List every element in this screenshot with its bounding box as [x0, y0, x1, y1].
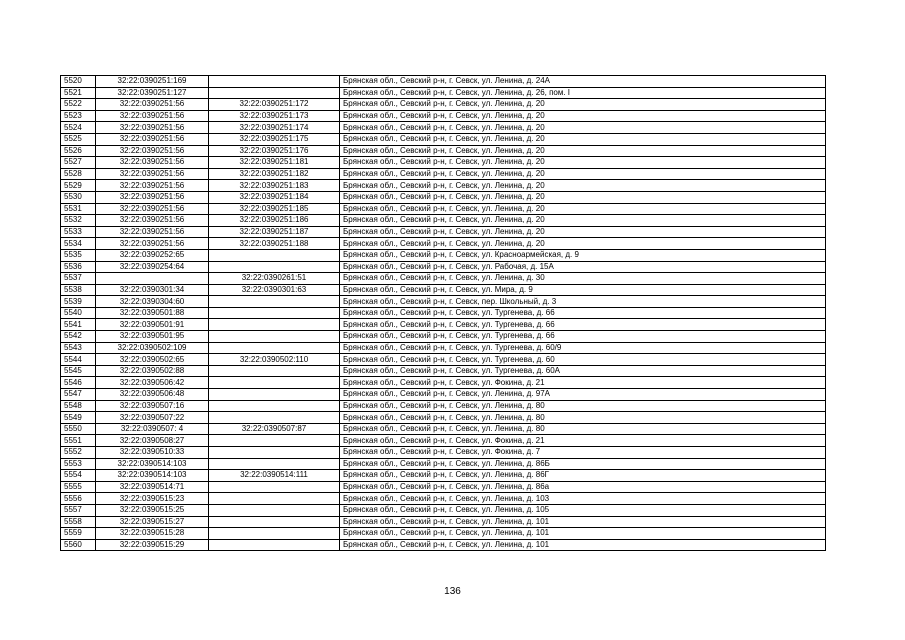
row-number: 5540	[61, 307, 96, 319]
cadastral-number-2	[209, 435, 340, 447]
cadastral-number-2: 32:22:0390514:111	[209, 470, 340, 482]
cadastral-number-2	[209, 261, 340, 273]
cadastral-number: 32:22:0390514:103	[96, 470, 209, 482]
cadastral-number: 32:22:0390515:23	[96, 493, 209, 505]
cadastral-number: 32:22:0390251:56	[96, 110, 209, 122]
cadastral-number: 32:22:0390515:28	[96, 528, 209, 540]
row-number: 5559	[61, 528, 96, 540]
row-number: 5525	[61, 133, 96, 145]
cadastral-number: 32:22:0390304:60	[96, 296, 209, 308]
row-number: 5545	[61, 365, 96, 377]
table-row	[61, 273, 826, 285]
cadastral-number-2	[209, 516, 340, 528]
table-row	[61, 180, 826, 192]
cadastral-number-2	[209, 458, 340, 470]
row-number: 5552	[61, 447, 96, 459]
row-number: 5523	[61, 110, 96, 122]
cadastral-number-2: 32:22:0390251:176	[209, 145, 340, 157]
address: Брянская обл., Севский р-н, г. Севск, ул. Фокина, д. 21	[340, 435, 826, 447]
row-number: 5521	[61, 87, 96, 99]
row-number: 5530	[61, 191, 96, 203]
cadastral-number-2: 32:22:0390251:181	[209, 157, 340, 169]
table-row	[61, 191, 826, 203]
address: Брянская обл., Севский р-н, г. Севск, ул. Ленина, д. 20	[340, 238, 826, 250]
table-row	[61, 458, 826, 470]
cadastral-number-2	[209, 307, 340, 319]
cadastral-number: 32:22:0390507: 4	[96, 423, 209, 435]
table-row	[61, 168, 826, 180]
row-number: 5522	[61, 99, 96, 111]
table-row	[61, 331, 826, 343]
address: Брянская обл., Севский р-н, г. Севск, ул. Ленина, д. 97А	[340, 389, 826, 401]
row-number: 5555	[61, 481, 96, 493]
row-number: 5548	[61, 400, 96, 412]
row-number: 5549	[61, 412, 96, 424]
cadastral-number: 32:22:0390251:56	[96, 238, 209, 250]
cadastral-number: 32:22:0390251:127	[96, 87, 209, 99]
table-row	[61, 377, 826, 389]
table-row	[61, 203, 826, 215]
cadastral-number: 32:22:0390507:16	[96, 400, 209, 412]
address: Брянская обл., Севский р-н, г. Севск, ул. Ленина, д. 30	[340, 273, 826, 285]
cadastral-number-2	[209, 528, 340, 540]
cadastral-number-2	[209, 342, 340, 354]
address: Брянская обл., Севский р-н, г. Севск, ул. Ленина, д. 20	[340, 110, 826, 122]
table-row	[61, 528, 826, 540]
address: Брянская обл., Севский р-н, г. Севск, ул. Ленина, д. 101	[340, 539, 826, 551]
address: Брянская обл., Севский р-н, г. Севск, ул. Ленина, д. 20	[340, 122, 826, 134]
table-row	[61, 296, 826, 308]
table-row	[61, 110, 826, 122]
row-number: 5524	[61, 122, 96, 134]
row-number: 5543	[61, 342, 96, 354]
row-number: 5541	[61, 319, 96, 331]
cadastral-number: 32:22:0390251:56	[96, 215, 209, 227]
cadastral-number-2	[209, 447, 340, 459]
address: Брянская обл., Севский р-н, г. Севск, ул. Ленина, д. 80	[340, 412, 826, 424]
row-number: 5560	[61, 539, 96, 551]
row-number: 5520	[61, 76, 96, 88]
address: Брянская обл., Севский р-н, г. Севск, ул. Ленина, д. 24А	[340, 76, 826, 88]
cadastral-number: 32:22:0390501:88	[96, 307, 209, 319]
table-row	[61, 400, 826, 412]
table-row	[61, 319, 826, 331]
cadastral-number-2	[209, 400, 340, 412]
row-number: 5531	[61, 203, 96, 215]
row-number: 5536	[61, 261, 96, 273]
address: Брянская обл., Севский р-н, г. Севск, ул. Ленина, д. 26, пом. I	[340, 87, 826, 99]
cadastral-number: 32:22:0390501:91	[96, 319, 209, 331]
table-row	[61, 435, 826, 447]
row-number: 5547	[61, 389, 96, 401]
cadastral-number: 32:22:0390506:48	[96, 389, 209, 401]
cadastral-number-2	[209, 365, 340, 377]
table-row	[61, 516, 826, 528]
address: Брянская обл., Севский р-н, г. Севск, ул. Ленина, д. 20	[340, 99, 826, 111]
cadastral-number-2: 32:22:0390251:174	[209, 122, 340, 134]
cadastral-number: 32:22:0390251:56	[96, 180, 209, 192]
row-number: 5544	[61, 354, 96, 366]
cadastral-number: 32:22:0390251:56	[96, 157, 209, 169]
cadastral-number-2	[209, 249, 340, 261]
cadastral-number-2	[209, 493, 340, 505]
cadastral-number-2: 32:22:0390251:185	[209, 203, 340, 215]
table-row	[61, 539, 826, 551]
cadastral-number-2: 32:22:0390251:184	[209, 191, 340, 203]
table-row	[61, 307, 826, 319]
cadastral-number-2	[209, 504, 340, 516]
row-number: 5539	[61, 296, 96, 308]
table-row	[61, 470, 826, 482]
address: Брянская обл., Севский р-н, г. Севск, ул. Ленина, д. 20	[340, 157, 826, 169]
row-number: 5558	[61, 516, 96, 528]
cadastral-number: 32:22:0390251:56	[96, 226, 209, 238]
table-row	[61, 157, 826, 169]
table-row	[61, 354, 826, 366]
cadastral-number: 32:22:0390508:27	[96, 435, 209, 447]
cadastral-number-2	[209, 87, 340, 99]
cadastral-number-2: 32:22:0390507:87	[209, 423, 340, 435]
table-row	[61, 365, 826, 377]
address: Брянская обл., Севский р-н, г. Севск, ул. Рабочая, д. 15А	[340, 261, 826, 273]
table-row	[61, 423, 826, 435]
cadastral-number-2: 32:22:0390251:175	[209, 133, 340, 145]
address: Брянская обл., Севский р-н, г. Севск, ул. Тургенева, д. 66	[340, 307, 826, 319]
table-row	[61, 284, 826, 296]
row-number: 5535	[61, 249, 96, 261]
registry-table-body	[61, 76, 826, 551]
row-number: 5527	[61, 157, 96, 169]
cadastral-number: 32:22:0390502:65	[96, 354, 209, 366]
cadastral-number: 32:22:0390301:34	[96, 284, 209, 296]
address: Брянская обл., Севский р-н, г. Севск, ул. Ленина, д. 86Б	[340, 458, 826, 470]
table-row	[61, 249, 826, 261]
cadastral-number: 32:22:0390251:56	[96, 99, 209, 111]
address: Брянская обл., Севский р-н, г. Севск, ул. Тургенева, д. 66	[340, 331, 826, 343]
address: Брянская обл., Севский р-н, г. Севск, ул. Тургенева, д. 60А	[340, 365, 826, 377]
address: Брянская обл., Севский р-н, г. Севск, ул. Ленина, д. 20	[340, 168, 826, 180]
table-row	[61, 481, 826, 493]
cadastral-number-2: 32:22:0390261:51	[209, 273, 340, 285]
row-number: 5557	[61, 504, 96, 516]
table-row	[61, 342, 826, 354]
cadastral-number-2: 32:22:0390251:182	[209, 168, 340, 180]
cadastral-number: 32:22:0390252:65	[96, 249, 209, 261]
cadastral-number-2	[209, 389, 340, 401]
cadastral-number: 32:22:0390254:64	[96, 261, 209, 273]
cadastral-number: 32:22:0390251:56	[96, 145, 209, 157]
cadastral-number-2	[209, 76, 340, 88]
table-row	[61, 122, 826, 134]
table-row	[61, 504, 826, 516]
address: Брянская обл., Севский р-н, г. Севск, ул. Ленина, д. 86а	[340, 481, 826, 493]
address: Брянская обл., Севский р-н, г. Севск, ул. Ленина, д. 20	[340, 215, 826, 227]
address: Брянская обл., Севский р-н, г. Севск, ул. Ленина, д. 20	[340, 191, 826, 203]
row-number: 5551	[61, 435, 96, 447]
cadastral-number-2: 32:22:0390251:188	[209, 238, 340, 250]
address: Брянская обл., Севский р-н, г. Севск, ул. Ленина, д. 20	[340, 145, 826, 157]
row-number: 5550	[61, 423, 96, 435]
table-row	[61, 145, 826, 157]
cadastral-number: 32:22:0390251:56	[96, 191, 209, 203]
cadastral-number: 32:22:0390251:56	[96, 203, 209, 215]
row-number: 5554	[61, 470, 96, 482]
table-row	[61, 87, 826, 99]
cadastral-number: 32:22:0390251:56	[96, 168, 209, 180]
address: Брянская обл., Севский р-н, г. Севск, ул. Мира, д. 9	[340, 284, 826, 296]
cadastral-number-2: 32:22:0390251:173	[209, 110, 340, 122]
row-number: 5553	[61, 458, 96, 470]
cadastral-number-2	[209, 539, 340, 551]
table-row	[61, 215, 826, 227]
address: Брянская обл., Севский р-н, г. Севск, ул. Ленина, д. 20	[340, 226, 826, 238]
row-number: 5533	[61, 226, 96, 238]
address: Брянская обл., Севский р-н, г. Севск, ул. Ленина, д. 103	[340, 493, 826, 505]
cadastral-number-2	[209, 319, 340, 331]
address: Брянская обл., Севский р-н, г. Севск, ул. Ленина, д. 20	[340, 133, 826, 145]
address: Брянская обл., Севский р-н, г. Севск, ул. Ленина, д. 80	[340, 400, 826, 412]
cadastral-number: 32:22:0390501:95	[96, 331, 209, 343]
row-number: 5546	[61, 377, 96, 389]
cadastral-number-2: 32:22:0390251:183	[209, 180, 340, 192]
table-row	[61, 76, 826, 88]
address: Брянская обл., Севский р-н, г. Севск, ул. Тургенева, д. 60	[340, 354, 826, 366]
row-number: 5542	[61, 331, 96, 343]
address: Брянская обл., Севский р-н, г. Севск, ул. Ленина, д. 105	[340, 504, 826, 516]
table-row	[61, 261, 826, 273]
registry-table	[60, 75, 826, 551]
cadastral-number: 32:22:0390515:25	[96, 504, 209, 516]
address: Брянская обл., Севский р-н, г. Севск, ул. Ленина, д. 20	[340, 180, 826, 192]
cadastral-number: 32:22:0390502:88	[96, 365, 209, 377]
table-row	[61, 99, 826, 111]
table-row	[61, 447, 826, 459]
address: Брянская обл., Севский р-н, г. Севск, ул. Фокина, д. 7	[340, 447, 826, 459]
cadastral-number: 32:22:0390515:29	[96, 539, 209, 551]
address: Брянская обл., Севский р-н, г. Севск, ул. Ленина, д. 101	[340, 528, 826, 540]
table-row	[61, 389, 826, 401]
cadastral-number: 32:22:0390251:169	[96, 76, 209, 88]
cadastral-number: 32:22:0390515:27	[96, 516, 209, 528]
address: Брянская обл., Севский р-н, г. Севск, ул. Ленина, д. 20	[340, 203, 826, 215]
cadastral-number	[96, 273, 209, 285]
table-row	[61, 493, 826, 505]
address: Брянская обл., Севский р-н, г. Севск, ул. Ленина, д. 86Г	[340, 470, 826, 482]
address: Брянская обл., Севский р-н, г. Севск, ул. Тургенева, д. 66	[340, 319, 826, 331]
cadastral-number-2: 32:22:0390502:110	[209, 354, 340, 366]
cadastral-number-2: 32:22:0390251:187	[209, 226, 340, 238]
cadastral-number-2	[209, 481, 340, 493]
row-number: 5532	[61, 215, 96, 227]
cadastral-number: 32:22:0390514:71	[96, 481, 209, 493]
cadastral-number-2: 32:22:0390251:172	[209, 99, 340, 111]
cadastral-number-2: 32:22:0390301:63	[209, 284, 340, 296]
table-row	[61, 226, 826, 238]
cadastral-number-2	[209, 331, 340, 343]
cadastral-number: 32:22:0390502:109	[96, 342, 209, 354]
cadastral-number: 32:22:0390251:56	[96, 122, 209, 134]
row-number: 5528	[61, 168, 96, 180]
cadastral-number: 32:22:0390514:103	[96, 458, 209, 470]
row-number: 5537	[61, 273, 96, 285]
row-number: 5534	[61, 238, 96, 250]
cadastral-number-2	[209, 412, 340, 424]
cadastral-number-2	[209, 296, 340, 308]
row-number: 5529	[61, 180, 96, 192]
page-number: 136	[444, 586, 461, 597]
address: Брянская обл., Севский р-н, г. Севск, ул. Красноармейская, д. 9	[340, 249, 826, 261]
table-row	[61, 238, 826, 250]
address: Брянская обл., Севский р-н, г. Севск, ул. Фокина, д. 21	[340, 377, 826, 389]
address: Брянская обл., Севский р-н, г. Севск, пер. Школьный, д. 3	[340, 296, 826, 308]
cadastral-number: 32:22:0390506:42	[96, 377, 209, 389]
cadastral-number-2: 32:22:0390251:186	[209, 215, 340, 227]
row-number: 5538	[61, 284, 96, 296]
cadastral-number: 32:22:0390251:56	[96, 133, 209, 145]
table-row	[61, 412, 826, 424]
address: Брянская обл., Севский р-н, г. Севск, ул. Ленина, д. 80	[340, 423, 826, 435]
cadastral-number-2	[209, 377, 340, 389]
cadastral-number: 32:22:0390507:22	[96, 412, 209, 424]
row-number: 5556	[61, 493, 96, 505]
address: Брянская обл., Севский р-н, г. Севск, ул. Ленина, д. 101	[340, 516, 826, 528]
table-row	[61, 133, 826, 145]
cadastral-number: 32:22:0390510:33	[96, 447, 209, 459]
row-number: 5526	[61, 145, 96, 157]
address: Брянская обл., Севский р-н, г. Севск, ул. Тургенева, д. 60/9	[340, 342, 826, 354]
